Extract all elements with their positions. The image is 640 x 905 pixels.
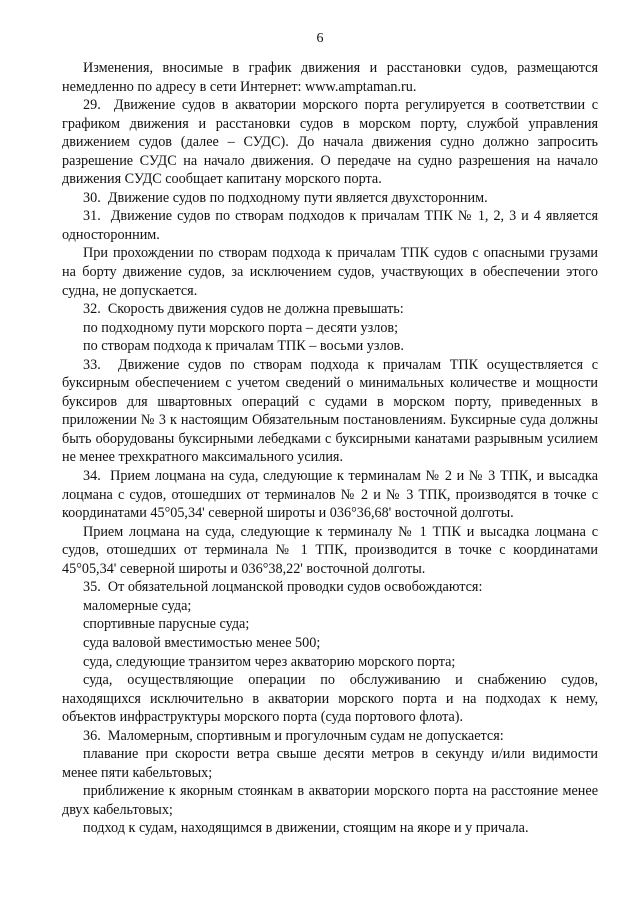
list-item-tonnage-under-500: суда валовой вместимостью менее 500; <box>83 634 321 651</box>
paragraph-30-two-way-traffic: 30. Движение судов по подходному пути является двухсторонним. <box>83 189 488 206</box>
list-item-approach-to-vessels: подход к судам, находящимся в движении, стоящим на якоре и у причала. <box>83 820 529 837</box>
paragraph-34-pilot-terminals-2-3: 34. Прием лоцмана на суда, следующие к терминалам № 2 и № 3 ТПК, и высадка лоцмана с судов, отошедших от терминалов № 2 и № 3 ТПК, производятся в точке с координатами 45°05,34' северной широты и 036°36,68' восточной долготы. <box>62 468 598 522</box>
list-item-small-vessels: маломерные суда; <box>83 597 192 614</box>
paragraph-dangerous-cargo: При прохождении по створам подхода к причалам ТПК судов с опасными грузами на борту движение судов, за исключением судов, участвующих в обеспечении этого судна, не допускается. <box>62 245 598 299</box>
list-item-alignment-speed: по створам подхода к причалам ТПК – восьми узлов. <box>83 338 404 355</box>
list-item-sport-sailing-vessels: спортивные парусные суда; <box>83 616 250 633</box>
paragraph-33-tug-support: 33. Движение судов по створам подхода к причалам ТПК осуществляется с буксирным обеспечением с учетом сведений о минимальных количестве и мощности буксиров для швартовных операций с судами в морском порту, приведенных в приложении № 3 к настоящим Обязательным постановлениям. Буксирные суда должны быть оборудованы буксирными лебедками с буксирными канатами разрывным усилием не менее трехкратного максимального усилия. <box>62 356 598 466</box>
paragraph-35-pilotage-exemptions: 35. От обязательной лоцманской проводки судов освобождаются: <box>83 579 483 596</box>
list-item-anchorage-approach: приближение к якорным стоянкам в акватории морского порта на расстояние менее двух кабельтовых; <box>62 783 598 818</box>
paragraph-pilot-terminal-1: Прием лоцмана на суда, следующие к терминалу № 1 ТПК и высадка лоцмана с судов, отошедших от терминала № 1 ТПК, производится в точке с координатами 45°05,34' северной широты и 036°38,22' восточной долготы. <box>62 523 598 577</box>
list-item-wind-visibility: плавание при скорости ветра свыше десяти метров в секунду и/или видимости менее пяти кабельтовых; <box>62 746 598 781</box>
paragraph-36-small-vessel-restrictions: 36. Маломерным, спортивным и прогулочным судам не допускается: <box>83 727 504 744</box>
page-number: 6 <box>316 31 324 46</box>
list-item-approach-speed: по подходному пути морского порта – десяти узлов; <box>83 319 399 336</box>
paragraph-schedule-changes: Изменения, вносимые в график движения и расстановки судов, размещаются немедленно по адресу в сети Интернет: www.amptaman.ru. <box>62 60 598 95</box>
list-item-port-fleet: суда, осуществляющие операции по обслуживанию и снабжению судов, находящихся исключительно в акватории морского порта и на подходах к нему, объектов инфраструктуры морского порта (суда портового флота). <box>62 672 598 726</box>
document-body <box>62 59 598 838</box>
list-item-transit-vessels: суда, следующие транзитом через акваторию морского порта; <box>83 653 456 670</box>
paragraph-31-one-way-traffic: 31. Движение судов по створам подходов к причалам ТПК № 1, 2, 3 и 4 является односторонним. <box>62 208 598 243</box>
paragraph-29-vessel-traffic-control: 29. Движение судов в акватории морского порта регулируется в соответствии с графиком движения и расстановки судов в морском порту, службой управления движением судов (далее – СУДС). До начала движения судно должно запросить разрешение СУДС на начало движения. О передаче на судно разрешения на начало движения СУДС сообщает капитану морского порта. <box>62 97 598 188</box>
paragraph-32-speed-limit: 32. Скорость движения судов не должна превышать: <box>83 301 404 318</box>
